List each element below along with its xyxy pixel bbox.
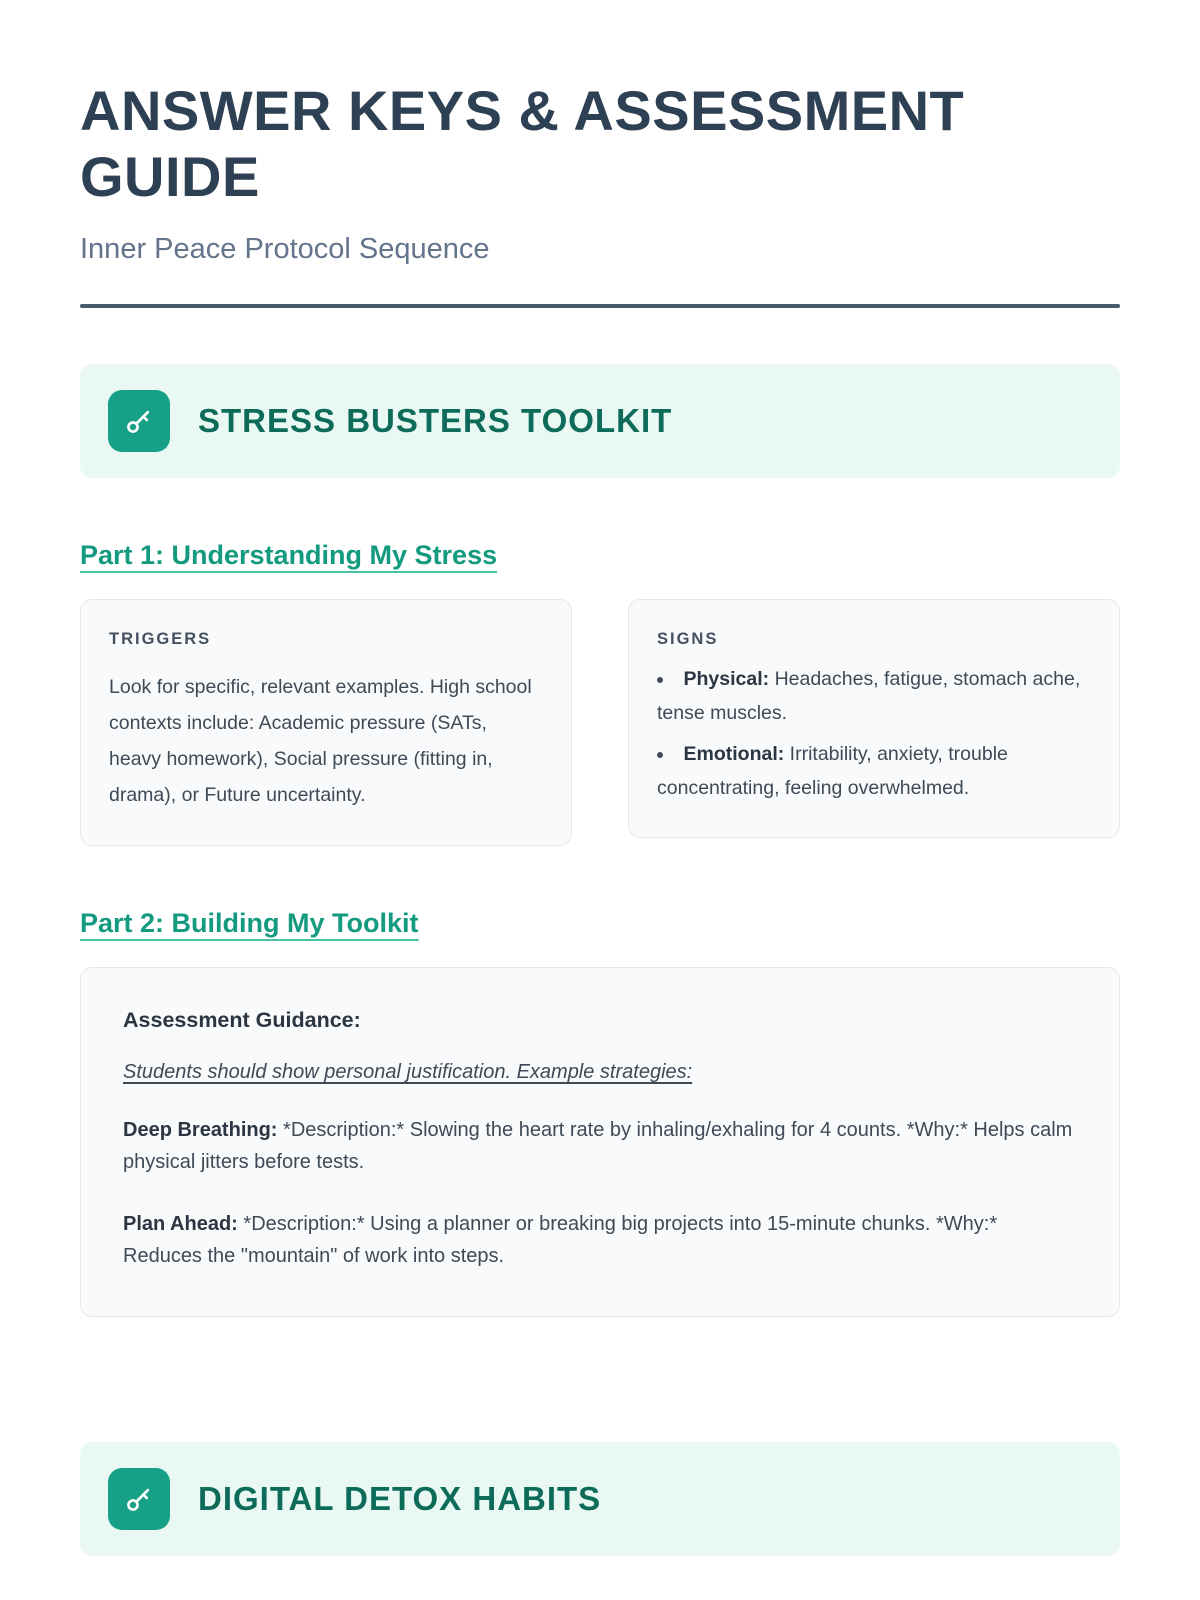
bullet-label: Physical: — [683, 668, 770, 691]
key-icon — [108, 1468, 170, 1530]
signs-bullet-list — [657, 663, 1091, 805]
strategy-text: *Description:* Using a planner or breaking big projects into 15-minute chunks. *Why:* Reduces the "mountain" of work into steps. — [123, 1213, 998, 1268]
signs-card — [628, 599, 1120, 838]
assessment-guidance-card — [80, 967, 1120, 1317]
list-item — [657, 738, 1091, 805]
key-icon — [108, 390, 170, 452]
strategy-item — [123, 1208, 1077, 1272]
strategy-label: Plan Ahead: — [123, 1213, 238, 1236]
strategy-item — [123, 1114, 1077, 1178]
triggers-card — [80, 599, 572, 846]
page-title: ANSWER KEYS & ASSESSMENT GUIDE — [80, 79, 965, 208]
part-2-heading-link[interactable]: Part 2: Building My Toolkit — [80, 908, 419, 939]
triggers-card-header: TRIGGERS — [109, 630, 212, 649]
strategy-label: Deep Breathing: — [123, 1119, 278, 1142]
page-subtitle: Inner Peace Protocol Sequence — [80, 233, 490, 266]
divider — [80, 304, 1120, 308]
digital-detox-banner — [80, 1442, 1120, 1556]
part-1-section — [80, 478, 1120, 846]
part-1-heading-link[interactable]: Part 1: Understanding My Stress — [80, 540, 498, 571]
strategy-text: *Description:* Slowing the heart rate by inhaling/exhaling for 4 counts. *Why:* Helps calm physical jitters before tests. — [123, 1119, 1073, 1174]
guidance-title: Assessment Guidance: — [123, 1008, 361, 1033]
bullet-text: Irritability, anxiety, trouble concentrating, feeling overwhelmed. — [657, 743, 1008, 799]
part-1-cards — [80, 599, 1120, 846]
signs-card-header: SIGNS — [657, 630, 719, 649]
guidance-note: Students should show personal justification. Example strategies: — [123, 1061, 693, 1084]
section-banner-title: DIGITAL DETOX HABITS — [198, 1480, 602, 1518]
bullet-label: Emotional: — [683, 743, 785, 766]
stress-busters-banner — [80, 364, 1120, 478]
triggers-card-body: Look for specific, relevant examples. High school contexts include: Academic pressure (SATs, heavy homework), Social pressure (fitting in, drama), or Future uncertainty. — [109, 676, 532, 807]
section-banner-title: STRESS BUSTERS TOOLKIT — [198, 402, 673, 440]
list-item — [657, 663, 1091, 730]
bullet-text: Headaches, fatigue, stomach ache, tense muscles. — [657, 668, 1081, 724]
part-2-section — [80, 846, 1120, 1317]
